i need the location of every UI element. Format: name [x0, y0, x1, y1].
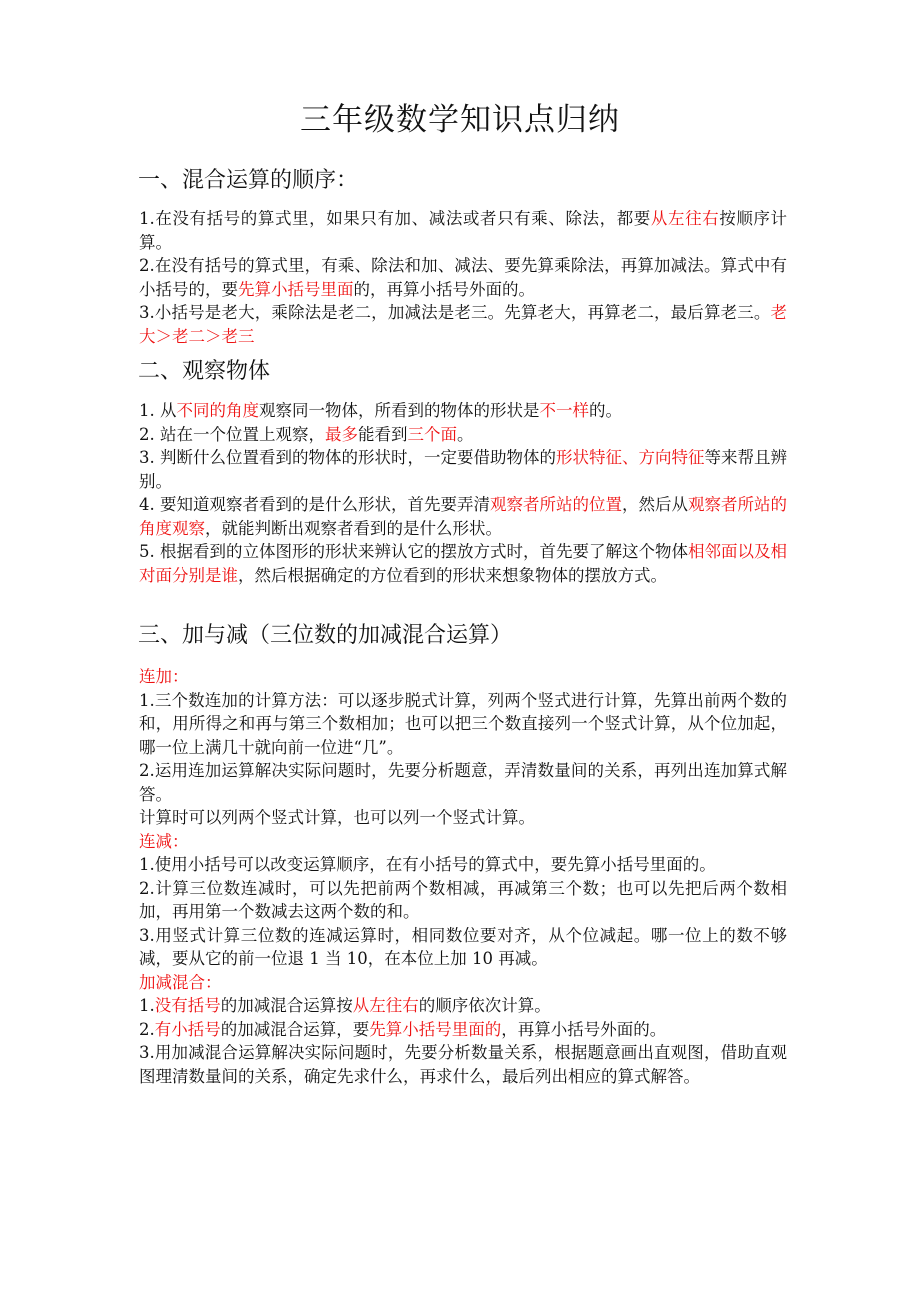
paragraph: 3. 判断什么位置看到的物体的形状时，一定要借助物体的形状特征、方向特征等来帮且辨别。	[139, 448, 787, 491]
paragraph: 2.在没有括号的算式里，有乘、除法和加、减法、要先算乘除法，再算加减法。算式中有小括号的，要先算小括号里面的，再算小括号外面的。	[139, 256, 787, 299]
subsection-label-lianjia: 连加：	[139, 667, 189, 686]
section-1-heading: 一、混合运算的顺序：	[138, 168, 359, 193]
paragraph: 3.用加减混合运算解决实际问题时，先要分析数量关系，根据题意画出直观图，借助直观图理清数量间的关系，确定先求什么，再求什么，最后列出相应的算式解答。	[139, 1043, 787, 1086]
paragraph: 2.运用连加运算解决实际问题时，先要分析题意，弄清数量间的关系，再列出连加算式解答。	[139, 761, 787, 804]
section-2-heading: 二、观察物体	[138, 359, 271, 384]
paragraph: 2.计算三位数连减时，可以先把前两个数相减，再减第三个数；也可以先把后两个数相加，再用第一个数减去这两个数的和。	[139, 878, 787, 921]
paragraph: 1.三个数连加的计算方法：可以逐步脱式计算，列两个竖式进行计算，先算出前两个数的和，用所得之和再与第三个数相加；也可以把三个数直接列一个竖式计算，从个位加起，哪一位上满几十就向前一位进“几”。	[139, 690, 787, 757]
paragraph: 4. 要知道观察者看到的是什么形状，首先要弄清观察者所站的位置，然后从观察者所站的角度观察，就能判断出观察者看到的是什么形状。	[139, 495, 787, 538]
paragraph: 1. 从不同的角度观察同一物体，所看到的物体的形状是不一样的。	[139, 401, 622, 420]
paragraph: 1.使用小括号可以改变运算顺序，在有小括号的算式中，要先算小括号里面的。	[139, 855, 716, 874]
paragraph: 计算时可以列两个竖式计算，也可以列一个竖式计算。	[139, 808, 535, 827]
section-2-body	[139, 399, 787, 587]
paragraph: 3.用竖式计算三位数的连减运算时，相同数位要对齐，从个位减起。哪一位上的数不够减，要从它的前一位退 1 当 10，在本位上加 10 再减。	[139, 925, 787, 968]
paragraph: 3.小括号是老大，乘除法是老二，加减法是老三。先算老大，再算老二，最后算老三。老大＞老二＞老三	[139, 303, 787, 346]
paragraph: 5. 根据看到的立体图形的形状来辨认它的摆放方式时，首先要了解这个物体相邻面以及相对面分别是谁，然后根据确定的方位看到的形状来想象物体的摆放方式。	[139, 542, 787, 585]
subsection-label-hunhe: 加减混合：	[139, 972, 222, 992]
paragraph: 2.有小括号的加减混合运算，要先算小括号里面的，再算小括号外面的。	[139, 1019, 667, 1039]
paragraph: 1.没有括号的加减混合运算按从左往右的顺序依次计算。	[139, 996, 551, 1015]
paragraph: 1.在没有括号的算式里，如果只有加、减法或者只有乘、除法，都要从左往右按顺序计算。	[139, 209, 788, 252]
paragraph: 2. 站在一个位置上观察，最多能看到三个面。	[139, 424, 474, 444]
section-1-body	[139, 207, 787, 348]
section-3-heading: 三、加与减（三位数的加减混合运算）	[138, 623, 513, 648]
subsection-label-lianjian: 连减：	[139, 831, 189, 851]
page-title: 三年级数学知识点归纳	[300, 102, 620, 138]
section-3-body	[139, 665, 787, 1088]
